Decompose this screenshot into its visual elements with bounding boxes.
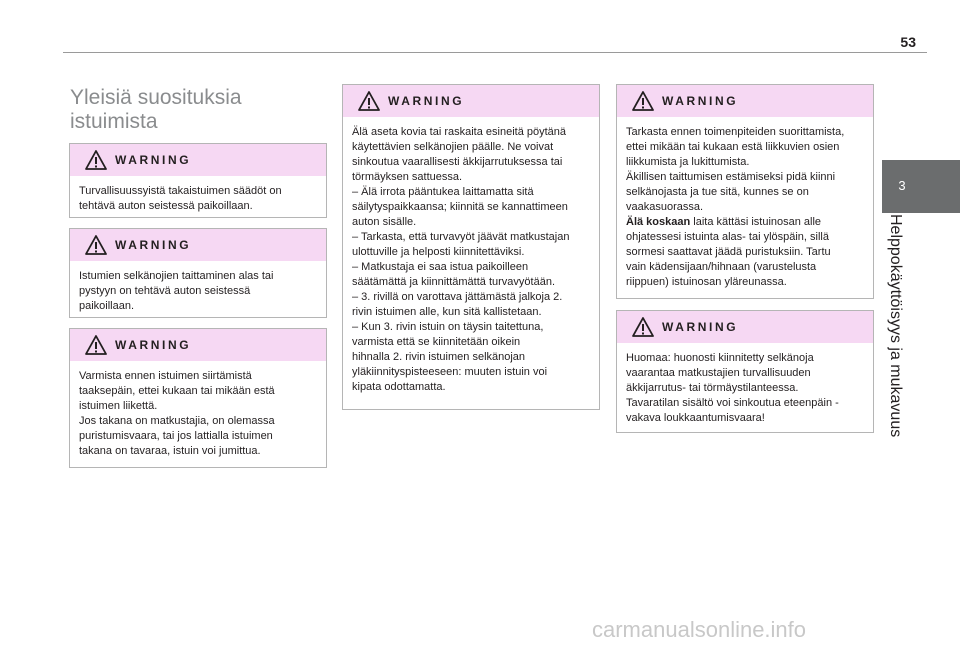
- text-line: ohjatessesi istuinta alas- tai ylöspäin, sillä: [626, 231, 829, 243]
- warning-box-5: [616, 84, 874, 299]
- watermark: carmanualsonline.info: [592, 617, 807, 642]
- warning-text: [70, 176, 326, 222]
- text-line: takana on tavaraa, istuin voi jumittua.: [79, 445, 261, 457]
- warning-title: WARNING: [115, 338, 192, 352]
- text-line: yläkiinnityspisteeseen: muuten istuin voi: [352, 366, 548, 378]
- section-heading-line1: Yleisiä suosituksia: [70, 86, 242, 109]
- text-line: hihnalla 2. rivin istuimen selkänojan: [352, 351, 526, 363]
- text-line: – Matkustaja ei saa istua paikoilleen: [352, 261, 529, 273]
- chapter-number: 3: [898, 178, 906, 193]
- text-line: Turvallisuussyistä takaistuimen säädöt on: [79, 185, 282, 197]
- text-line: kipata odottamatta.: [352, 381, 446, 393]
- text-line: tehtävä auton seistessä paikoillaan.: [79, 200, 253, 212]
- text-line: – Älä irrota pääntukea laittamatta sitä: [352, 186, 534, 198]
- text-line: selkänojasta ja tue sitä, kunnes se on: [626, 186, 809, 198]
- warning-title: WARNING: [115, 238, 192, 252]
- text-line: vain kädensijaan/hihnaan (varustelusta: [626, 261, 817, 273]
- chapter-title-text: Helppokäyttöisyys ja mukavuus: [887, 214, 904, 438]
- chapter-title: [867, 214, 923, 444]
- text-line: vaarantaa matkustajien turvallisuuden: [626, 367, 811, 379]
- text-line: Varmista ennen istuimen siirtämistä: [79, 370, 252, 382]
- warning-box-6: [616, 310, 874, 433]
- text-line: säätämättä ja kiinnittämättä turvavyötään.: [352, 276, 555, 288]
- warning-title: WARNING: [388, 94, 465, 108]
- text-line: säilytyspaikkaansa; kiinnitä se kannattimeen: [352, 201, 568, 213]
- text-line: Jos takana on matkustajia, on olemassa: [79, 415, 275, 427]
- page-number: 53: [900, 34, 916, 50]
- text-line: rivin istuimen alle, kun sitä kallistetaan.: [352, 306, 542, 318]
- text-line: istuimen liikettä.: [79, 400, 158, 412]
- warning-title: WARNING: [662, 320, 739, 334]
- text-line: riippuen) istuinosan yläreunassa.: [626, 276, 787, 288]
- text-line: varmista että se kiinnitetään oikein: [352, 336, 521, 348]
- text-line: vakava loukkaantumisvaara!: [626, 412, 765, 424]
- text-line: Huomaa: huonosti kiinnitetty selkänoja: [626, 352, 814, 364]
- warning-title: WARNING: [662, 94, 739, 108]
- warning-header: [617, 85, 873, 117]
- header-rule: [63, 52, 927, 53]
- warning-triangle-icon: [85, 335, 107, 355]
- text-line: törmäyksen sattuessa.: [352, 171, 463, 183]
- warning-text: [617, 117, 873, 298]
- text-line: Älä aseta kovia tai raskaita esineitä pöytänä: [352, 126, 567, 138]
- warning-header: [70, 329, 326, 361]
- warning-header: [617, 311, 873, 343]
- text-line: liikkumista ja lukittumista.: [626, 156, 750, 168]
- text-line: äkkijarrutus- tai törmäystilanteessa.: [626, 382, 799, 394]
- text-line: vaakasuorassa.: [626, 201, 704, 213]
- text-line: Äkillisen taittumisen estämiseksi pidä kiinni: [626, 171, 836, 183]
- text-line: sinkoutua vaarallisesti äkkijarrutuksessa tai: [352, 156, 563, 168]
- warning-box-1: [69, 143, 327, 218]
- section-heading: [70, 86, 320, 134]
- text-line: Tavaratilan sisältö voi sinkoutua eteenpäin -: [626, 397, 839, 409]
- text-line: sormesi saattavat jäädä puristuksiin. Tartu: [626, 246, 831, 258]
- warning-triangle-icon: [358, 91, 380, 111]
- text-line: käytettävien selkänojien päälle. Ne voivat: [352, 141, 554, 153]
- warning-text: [70, 261, 326, 322]
- warning-box-3: [69, 328, 327, 468]
- emphasis-text: Älä koskaan: [626, 216, 691, 228]
- warning-header: [70, 144, 326, 176]
- warning-text: [617, 343, 873, 434]
- text-line: – 3. rivillä on varottava jättämästä jalkoja 2.: [352, 291, 563, 303]
- section-heading-line2: istuimista: [70, 110, 158, 133]
- warning-triangle-icon: [632, 91, 654, 111]
- text-line: auton sisälle.: [352, 216, 417, 228]
- warning-header: [343, 85, 599, 117]
- warning-header: [70, 229, 326, 261]
- warning-text: [343, 117, 599, 403]
- text-line: [626, 215, 865, 230]
- text-line: taaksepäin, ettei kukaan tai mikään estä: [79, 385, 275, 397]
- warning-title: WARNING: [115, 153, 192, 167]
- text-line: – Tarkasta, että turvavyöt jäävät matkustajan: [352, 231, 570, 243]
- warning-triangle-icon: [85, 150, 107, 170]
- text-line: ulottuville ja helposti kiinnitettäviksi.: [352, 246, 525, 258]
- warning-triangle-icon: [632, 317, 654, 337]
- text-line: Istumien selkänojien taittaminen alas tai: [79, 270, 274, 282]
- text-line: puristumisvaara, tai jos lattialla istuimen: [79, 430, 273, 442]
- text-span: laita kättäsi istuinosan alle: [690, 216, 822, 228]
- text-line: – Kun 3. rivin istuin on täysin taitettuna,: [352, 321, 544, 333]
- warning-box-4: [342, 84, 600, 410]
- warning-text: [70, 361, 326, 467]
- text-line: ettei mikään tai kukaan estä liikkuvien osien: [626, 141, 840, 153]
- warning-box-2: [69, 228, 327, 318]
- text-line: paikoillaan.: [79, 300, 135, 312]
- chapter-tab: [882, 160, 960, 213]
- text-line: pystyyn on tehtävä auton seistessä: [79, 285, 251, 297]
- text-line: Tarkasta ennen toimenpiteiden suorittamista,: [626, 126, 845, 138]
- warning-triangle-icon: [85, 235, 107, 255]
